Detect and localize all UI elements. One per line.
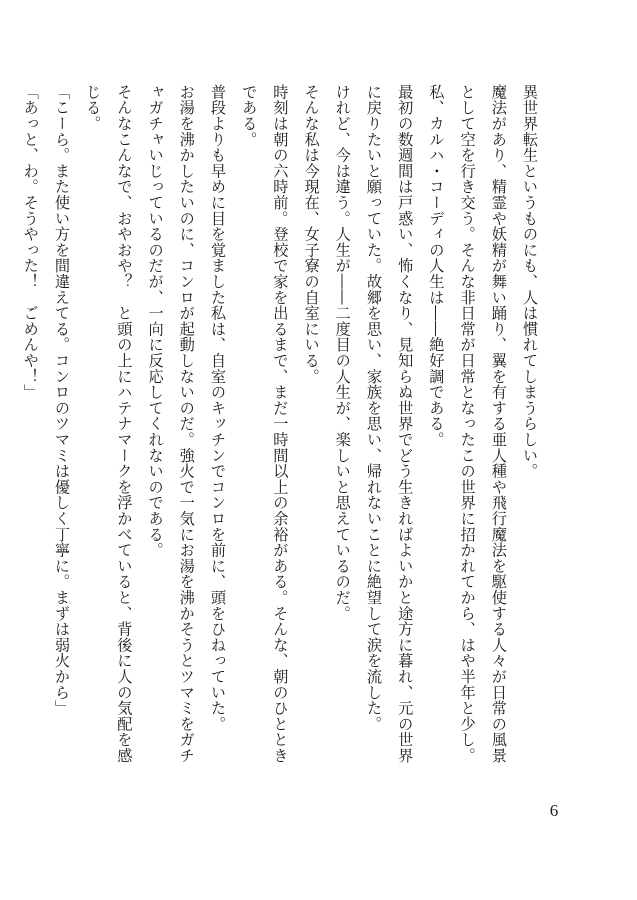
paragraph: お湯を沸かしたいのに、コンロが起動しないのだ。強火で一気にお湯を沸かそうとツマミをガチャガチャいじっているのだが、一向に反応してくれないのである。	[146, 84, 196, 764]
paragraph: けれど、今は違う。人生が――二度目の人生が、楽しいと思えているのだ。	[333, 84, 352, 622]
paragraph: 私、カルハ・コーディの人生は――絶好調である。	[427, 84, 446, 448]
paragraph: そんな私は今現在、女子寮の自室にいる。	[302, 84, 321, 385]
dialogue-line: 「あっと、わ。そうやった！ ごめんや！」	[21, 84, 40, 400]
dialogue-line: 「こーら。また使い方を間違えてる。コンロのツマミは優しく丁寧に。まずは弱火から」	[52, 84, 71, 716]
paragraph: 魔法があり、精霊や妖精が舞い踊り、翼を有する亜人種や飛行魔法を駆使する人々が日常の風景として空を行き交う。そんな非日常が日常となったこの世界に招かれてから、はや半年と少し。	[458, 84, 508, 764]
vertical-text-body	[21, 84, 545, 764]
paragraph: 異世界転生というものにも、人は慣れてしまうらしい。	[521, 84, 539, 479]
paragraph: 時刻は朝の六時前。登校で家を出るまで、まだ一時間以上の余裕がある。そんな、朝のひとときである。	[240, 84, 290, 764]
paragraph: 普段よりも早めに目を覚ました私は、自室のキッチンでコンロを前に、頭をひねっていた。	[208, 84, 227, 732]
page-number: 6	[549, 801, 559, 820]
paragraph: 最初の数週間は戸惑い、怖くなり、見知らぬ世界でどう生きればよいかと途方に暮れ、元の世界に戻りたいと願っていた。故郷を思い、家族を思い、帰れないことに絶望して涙を流した。	[364, 84, 415, 764]
paragraph: そんなこんなで、おやおや？ と頭の上にハテナマークを浮かべていると、背後に人の気配を感じる。	[84, 84, 134, 764]
